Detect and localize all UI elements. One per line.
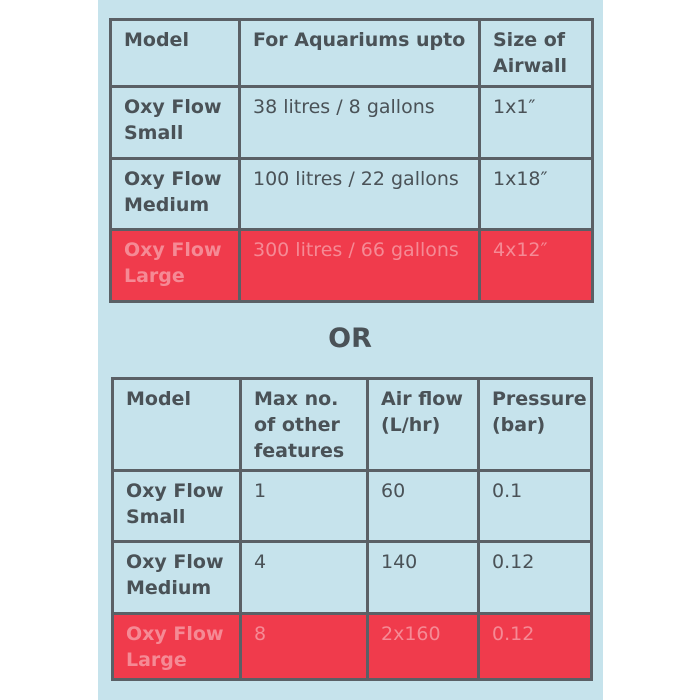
header-model: Model: [113, 379, 241, 471]
table-row: [111, 159, 593, 230]
max-features-cell: 4: [241, 542, 368, 614]
air-flow-cell: 2x160: [368, 614, 479, 680]
table-row: [113, 471, 592, 542]
model-cell: Oxy Flow Large: [113, 614, 241, 680]
table-row: [111, 87, 593, 159]
model-cell: Oxy Flow Large: [111, 230, 240, 302]
airwall-size-cell: 1x1″: [480, 87, 593, 159]
aquarium-size-cell: 38 litres / 8 gallons: [240, 87, 480, 159]
header-air-flow: Air flow (L/hr): [368, 379, 479, 471]
air-flow-cell: 140: [368, 542, 479, 614]
or-separator: OR: [328, 323, 372, 354]
max-features-cell: 1: [241, 471, 368, 542]
header-model: Model: [111, 20, 240, 87]
aquarium-size-cell: 300 litres / 66 gallons: [240, 230, 480, 302]
table-header-row: [111, 20, 593, 87]
airwall-size-cell: 4x12″: [480, 230, 593, 302]
airflow-specs-table: [111, 377, 593, 681]
header-pressure: Pressure (bar): [479, 379, 592, 471]
aquarium-size-cell: 100 litres / 22 gallons: [240, 159, 480, 230]
header-aquarium-size: For Aquariums upto: [240, 20, 480, 87]
table-row: [113, 542, 592, 614]
air-flow-cell: 60: [368, 471, 479, 542]
pressure-cell: 0.12: [479, 614, 592, 680]
aquarium-size-table: [109, 18, 594, 303]
table-row-highlighted: [113, 614, 592, 680]
table-row-highlighted: [111, 230, 593, 302]
pressure-cell: 0.12: [479, 542, 592, 614]
model-cell: Oxy Flow Small: [111, 87, 240, 159]
model-cell: Oxy Flow Small: [113, 471, 241, 542]
max-features-cell: 8: [241, 614, 368, 680]
model-cell: Oxy Flow Medium: [111, 159, 240, 230]
airwall-size-cell: 1x18″: [480, 159, 593, 230]
model-cell: Oxy Flow Medium: [113, 542, 241, 614]
table-header-row: [113, 379, 592, 471]
pressure-cell: 0.1: [479, 471, 592, 542]
header-airwall-size: Size of Airwall: [480, 20, 593, 87]
header-max-features: Max no. of other features: [241, 379, 368, 471]
